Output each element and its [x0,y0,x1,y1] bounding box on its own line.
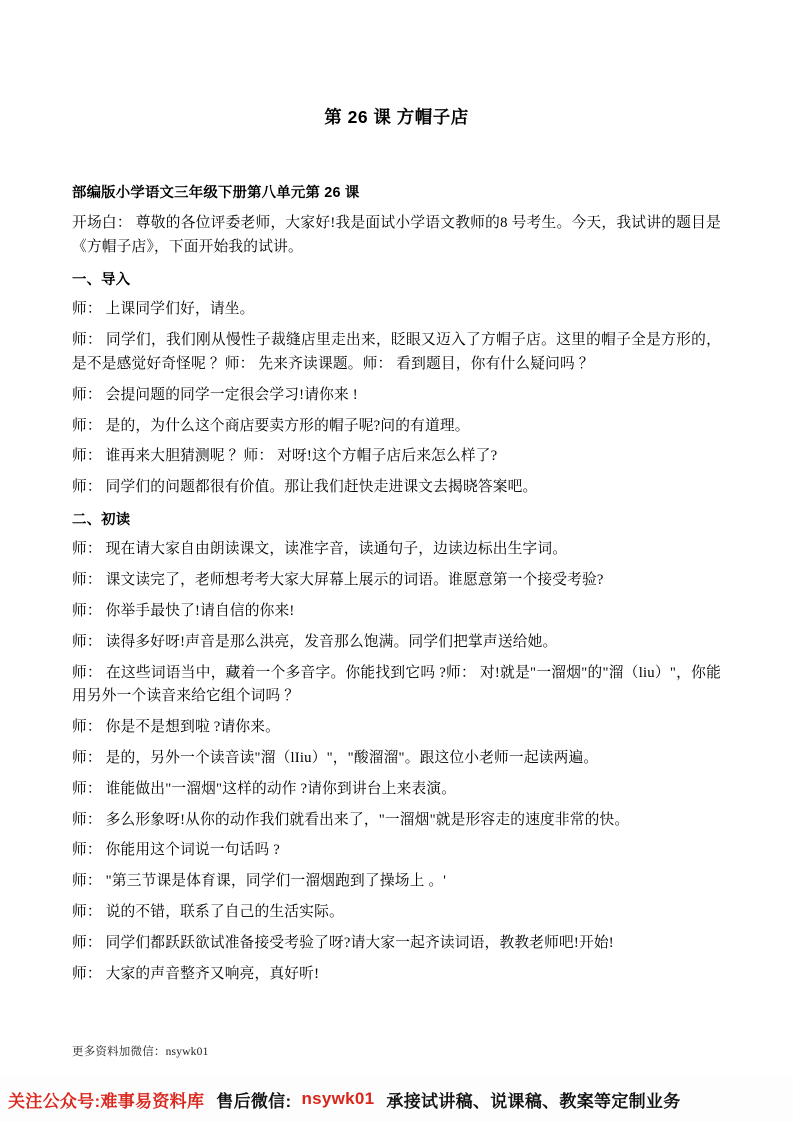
body-line: 师： 是的，为什么这个商店要卖方形的帽子呢?问的有道理。 [72,417,470,434]
body-line: 师： 是的，另外一个读音读"溜（lIiu）"，"酸溜溜"。跟这位小老师一起读两遍。 [72,749,599,766]
page-title: 第 26 课 方帽子店 [324,107,469,127]
body-line: 师： "第三节课是体育课，同学们一溜烟跑到了操场上 。' [72,873,447,890]
document-body [72,177,721,990]
body-line: 师： 同学们，我们刚从慢性子裁缝店里走出来，眨眼又迈入了方帽子店。这里的帽子全是方形的，是不是感觉好奇怪呢 ？师： 先来齐读课题。师： 看到题目，你有什么疑问吗 ？ [72,332,721,372]
footer-segment-aftersales-label: 售后微信: [216,1091,292,1111]
section-heading: 一、导入 [72,272,131,289]
body-line: 师： 说的不错，联系了自己的生活实际。 [72,904,344,921]
body-line: 师： 你是不是想到啦 ?请你来。 [72,719,281,736]
body-line: 师： 同学们的问题都很有价值。那让我们赶快走进课文去揭晓答案吧。 [72,479,538,496]
section-heading: 二、初读 [72,512,131,529]
footer-segment-public-account: 关注公众号:难事易资料库 [8,1091,205,1111]
body-line: 师： 在这些词语当中，藏着一个多音字。你能找到它吗 ?师： 对!就是"一溜烟"的"溜（liu）"，你能用另外一个读音来给它组个词吗 ？ [72,664,721,705]
body-line: 师： 现在请大家自由朗读课文，读准字音，读通句子，边读边标出生字词。 [72,541,568,558]
body-line: 师： 会提问题的同学一定很会学习!请你来 ! [72,386,358,403]
body-line: 师： 多么形象呀!从你的动作我们就看出来了，"一溜烟"就是形容走的速度非常的快。 [72,811,630,828]
body-line: 师： 大家的声音整齐又响亮，真好听! [72,965,320,982]
body-line: 师： 同学们都跃跃欲试准备接受考验了呀?请大家一起齐读词语，教教老师吧!开始! [72,934,614,951]
footer-promo-banner [0,1075,793,1122]
body-line: 部编版小学语文三年级下册第八单元第 26 课 [72,185,360,201]
body-line: 开场白： 尊敬的各位评委老师，大家好!我是面试小学语文教师的8 号考生。今天，我试讲的题目是《方帽子店》，下面开始我的试讲。 [72,215,721,256]
body-line: 师： 谁能做出"一溜烟"这样的动作 ?请你到讲台上来表演。 [72,780,457,797]
footer-segment-wechat-id: nsywk01 [301,1089,375,1108]
footer-segment-services: 承接试讲稿、说课稿、教案等定制业务 [386,1091,681,1111]
body-line: 师： 上课同学们好，请坐。 [72,301,255,318]
body-line: 师： 课文读完了，老师想考考大家大屏幕上展示的词语。谁愿意第一个接受考验? [72,572,604,589]
body-line: 师： 读得多好呀!声音是那么洪亮，发音那么饱满。同学们把掌声送给她。 [72,633,558,650]
footnote-wechat: 更多资料加微信：nsywk01 [72,1046,209,1058]
body-line: 师： 你举手最快了!请自信的你来! [72,602,295,619]
body-line: 师： 你能用这个词说一句话吗 ? [72,842,281,859]
body-line: 师： 谁再来大胆猜测呢 ？师： 对呀!这个方帽子店后来怎么样了? [72,448,498,465]
